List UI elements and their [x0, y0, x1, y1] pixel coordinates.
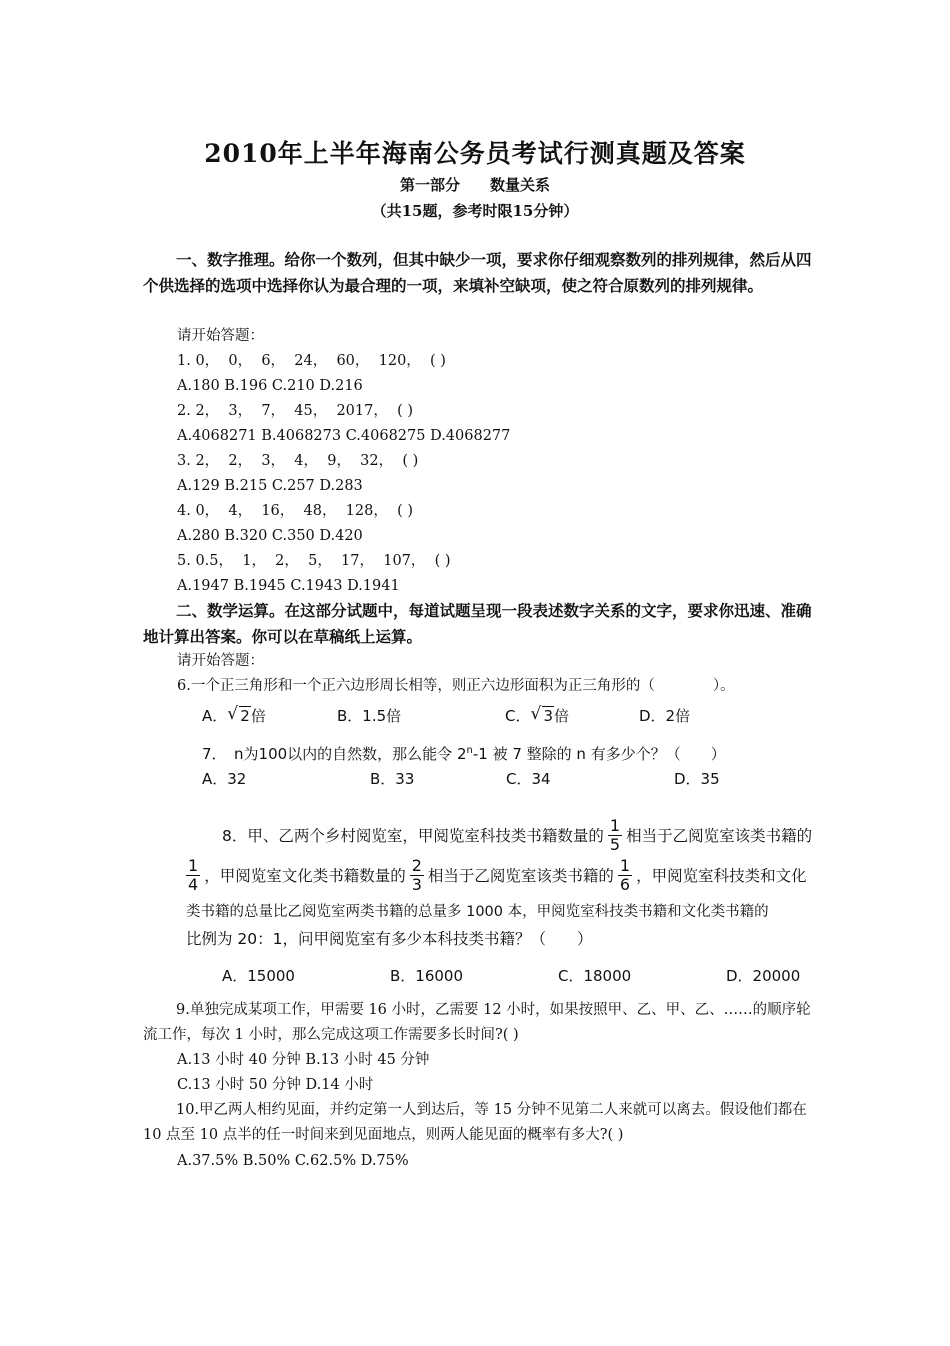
q4-text: 4. 0， 4， 16， 48， 128， ( )	[177, 503, 413, 519]
q8-f3-den: 3	[411, 874, 422, 894]
q8-option-c: C．18000	[558, 967, 632, 985]
part-note: （共15题，参考时限15分钟）	[371, 202, 579, 220]
q8-fraction-4	[618, 857, 632, 894]
q7-option-c: C．34	[506, 770, 551, 788]
q7-option-d: D．35	[674, 770, 720, 788]
q6-c-unit: 倍	[554, 707, 570, 725]
q8-f1-num: 1	[609, 815, 621, 835]
q8-line-4: 比例为 20：1，问甲阅览室有多少本科技类书籍？（ ）	[186, 930, 593, 948]
q8-line-1	[186, 815, 856, 855]
q8-fraction-2	[186, 857, 200, 894]
q3-options: A.129 B.215 C.257 D.283	[177, 478, 363, 494]
q7-option-b: B．33	[370, 770, 415, 788]
q4-options: A.280 B.320 C.350 D.420	[177, 528, 363, 544]
q8-option-a: A．15000	[222, 967, 295, 985]
q2-text: 2. 2， 3， 7， 45， 2017， ( )	[177, 403, 413, 419]
q9-text: 9.单独完成某项工作，甲需要 16 小时，乙需要 12 小时，如果按照甲、乙、甲、乙、……的顺序轮流工作，每次 1 小时，那么完成这项工作需要多长时间?( )	[143, 1002, 811, 1043]
q8-f2-num: 1	[188, 855, 199, 875]
q10-options: A.37.5% B.50% C.62.5% D.75%	[177, 1153, 409, 1169]
q6-c-label: C．	[505, 707, 531, 725]
q7-pre: 7． n为100以内的自然数，那么能令 2	[202, 745, 467, 763]
q1-text: 1. 0， 0， 6， 24， 60， 120， ( )	[177, 353, 446, 369]
q8-part-3: ，甲阅览室文化类书籍数量的	[204, 867, 406, 885]
q2-options: A.4068271 B.4068273 C.4068275 D.4068277	[177, 428, 511, 444]
q10-text: 10.甲乙两人相约见面，并约定第一人到达后，等 15 分钟不见第二人来就可以离去。假设他们都在 10 点至 10 点半的任一时间来到见面地点，则两人能见面的概率有多大?( )	[143, 1102, 807, 1143]
q6-option-b: B．1.5倍	[337, 707, 402, 725]
q6-a-label: A．	[202, 707, 228, 725]
q5-options: A.1947 B.1945 C.1943 D.1941	[177, 578, 400, 594]
q8-fraction-1	[608, 817, 622, 854]
q8-option-b: B．16000	[390, 967, 464, 985]
q8-f4-den: 6	[619, 874, 631, 894]
sqrt-symbol	[530, 706, 554, 725]
section2-intro: 二、数学运算。在这部分试题中，每道试题呈现一段表述数字关系的文字，要求你迅速、准确地计算出答案。你可以在草稿纸上运算。	[143, 601, 812, 646]
q7-post: -1 被 7 整除的 n 有多少个？（ ）	[472, 745, 726, 763]
document-title: 2010年上半年海南公务员考试行测真题及答案	[204, 139, 746, 168]
q7-options	[202, 768, 720, 789]
section2-start: 请开始答题：	[177, 653, 264, 669]
q8-line-3: 类书籍的总量比乙阅览室两类书籍的总量多 1000 本，甲阅览室科技类书籍和文化类书籍的	[186, 903, 769, 920]
q8-part-5: ，甲阅览室科技类和文化	[636, 867, 807, 885]
q8-options	[222, 965, 800, 986]
sqrt-symbol	[227, 706, 251, 725]
q6-option-a	[202, 705, 337, 726]
q6-a-radicand: 2	[240, 707, 250, 725]
q6-option-c	[505, 705, 639, 726]
q6-text: 6.一个正三角形和一个正六边形周长相等，则正六边形面积为正三角形的（ ）。	[177, 678, 735, 694]
q6-a-unit: 倍	[250, 707, 266, 725]
q8-f4-num: 1	[619, 855, 631, 875]
q7-text	[202, 743, 726, 764]
q8-option-d: D．20000	[726, 967, 801, 985]
q6-option-d: D．2倍	[639, 707, 691, 725]
q8-f1-den: 5	[609, 834, 621, 854]
q5-text: 5. 0.5， 1， 2， 5， 17， 107， ( )	[177, 553, 451, 569]
q8-part-1: 8．甲、乙两个乡村阅览室，甲阅览室科技类书籍数量的	[222, 827, 604, 845]
q8-part-2: 相当于乙阅览室该类书籍的	[626, 827, 813, 845]
q6-options	[202, 705, 690, 726]
q9-options-1: A.13 小时 40 分钟 B.13 小时 45 分钟	[177, 1052, 430, 1068]
q6-c-radicand: 3	[543, 707, 554, 725]
q8-fraction-3	[410, 857, 424, 894]
q1-options: A.180 B.196 C.210 D.216	[177, 378, 363, 394]
q7-option-a: A．32	[202, 770, 247, 788]
section1-start: 请开始答题：	[177, 328, 264, 344]
q8-f2-den: 4	[188, 874, 199, 894]
q8-line-2	[182, 855, 856, 895]
q3-text: 3. 2， 2， 3， 4， 9， 32， ( )	[177, 453, 419, 469]
q8-f3-num: 2	[411, 855, 422, 875]
q7-exponent: n	[466, 745, 473, 756]
q8-block	[186, 815, 856, 951]
section1-intro: 一、数字推理。给你一个数列，但其中缺少一项，要求你仔细观察数列的排列规律，然后从四个供选择的选项中选择你认为最合理的一项，来填补空缺项，使之符合原数列的排列规律。	[143, 250, 812, 295]
part-label: 第一部分 数量关系	[399, 176, 550, 194]
q8-part-4: 相当于乙阅览室该类书籍的	[427, 867, 614, 885]
q9-options-2: C.13 小时 50 分钟 D.14 小时	[177, 1077, 374, 1093]
